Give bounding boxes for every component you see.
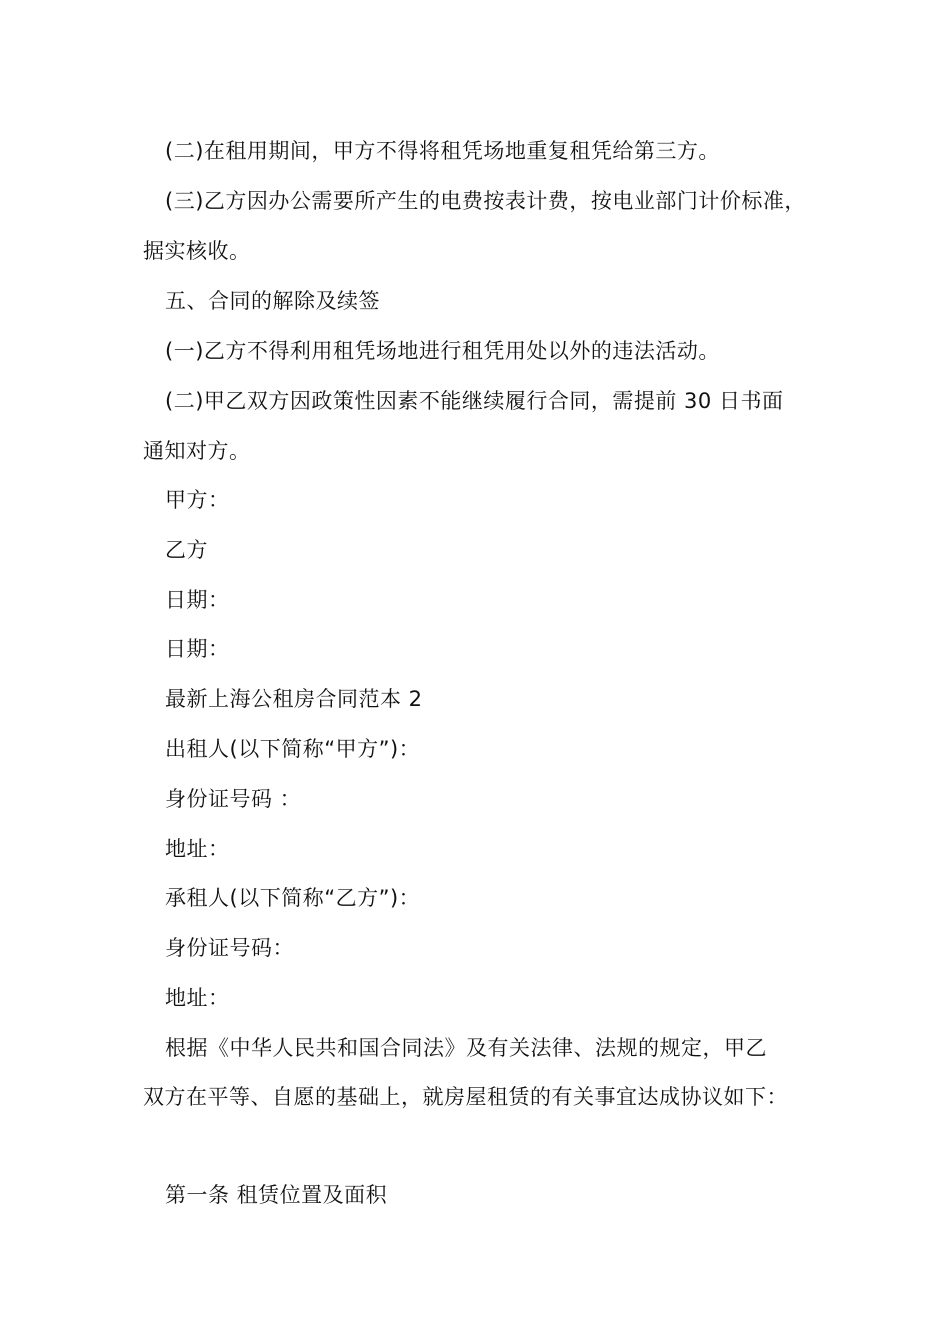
paragraph-line: (三)乙方因办公需要所产生的电费按表计费，按电业部门计价标准， bbox=[165, 189, 806, 213]
lessee-label: 承租人(以下简称“乙方”)： bbox=[165, 886, 421, 910]
template-title: 最新上海公租房合同范本 2 bbox=[165, 687, 423, 711]
address-label: 地址： bbox=[165, 986, 230, 1010]
paragraph-line: (二)甲乙双方因政策性因素不能继续履行合同，需提前 30 日书面 bbox=[165, 389, 784, 413]
date-label: 日期： bbox=[165, 637, 230, 661]
paragraph-line: 通知对方。 bbox=[143, 439, 251, 463]
paragraph-line: 双方在平等、自愿的基础上，就房屋租赁的有关事宜达成协议如下： bbox=[143, 1085, 788, 1109]
paragraph-line: (一)乙方不得利用租凭场地进行租凭用处以外的违法活动。 bbox=[165, 339, 720, 363]
paragraph-line: 根据《中华人民共和国合同法》及有关法律、法规的规定，甲乙 bbox=[165, 1036, 767, 1060]
signature-party-a: 甲方： bbox=[165, 488, 230, 512]
article-heading: 第一条 租赁位置及面积 bbox=[165, 1183, 388, 1207]
paragraph-line: 据实核收。 bbox=[143, 239, 251, 263]
id-number-label: 身份证号码 ： bbox=[165, 787, 302, 811]
signature-party-b: 乙方 bbox=[165, 538, 208, 562]
address-label: 地址： bbox=[165, 837, 230, 861]
paragraph-line: (二)在租用期间，甲方不得将租凭场地重复租凭给第三方。 bbox=[165, 139, 720, 163]
date-label: 日期： bbox=[165, 588, 230, 612]
lessor-label: 出租人(以下简称“甲方”)： bbox=[165, 737, 421, 761]
id-number-label: 身份证号码： bbox=[165, 936, 294, 960]
section-heading: 五、合同的解除及续签 bbox=[165, 289, 380, 313]
